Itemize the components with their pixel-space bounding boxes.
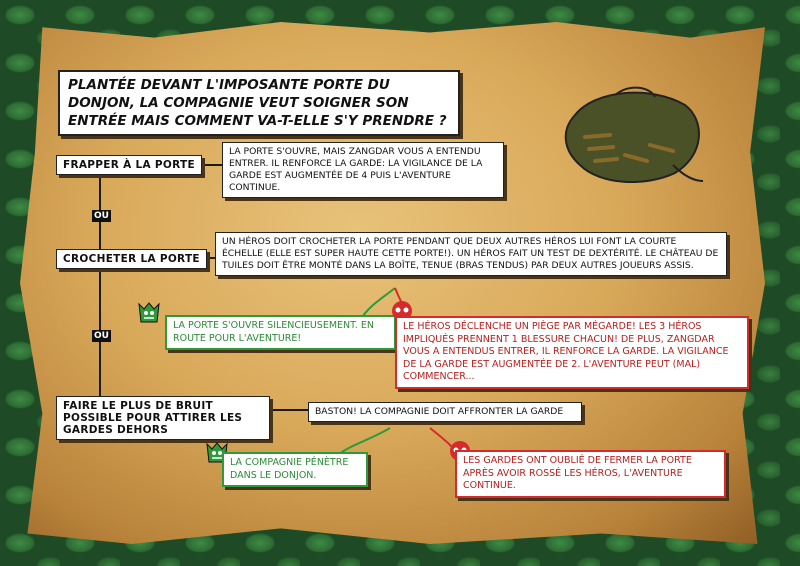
outcome-noise-fail: LES GARDES ONT OUBLIÉ DE FERMER LA PORTE APRÈS AVOIR ROSSÉ LES HÉROS, L'AVENTURE CONTINUE. [455, 450, 726, 498]
choice-make-noise: FAIRE LE PLUS DE BRUIT POSSIBLE POUR ATTIRER LES GARDES DEHORS [56, 396, 270, 440]
leather-bag-icon [555, 85, 710, 190]
goblin-face-icon [137, 300, 161, 326]
outcome-pick-success: LA PORTE S'OUVRE SILENCIEUSEMENT. EN ROUTE POUR L'AVENTURE! [165, 315, 396, 350]
outcome-knock: LA PORTE S'OUVRE, MAIS ZANGDAR VOUS A ENTENDU ENTRER. IL RENFORCE LA GARDE: LA VIGILANCE DE LA GARDE EST AUGMENTÉE DE 4 PUIS L'AVENTURE CONTINUE. [222, 142, 504, 198]
outcome-make-noise: BASTON! LA COMPAGNIE DOIT AFFRONTER LA GARDE [308, 402, 582, 422]
intro-question: PLANTÉE DEVANT L'IMPOSANTE PORTE DU DONJON, LA COMPAGNIE VEUT SOIGNER SON ENTRÉE MAIS COMMENT VA-T-ELLE S'Y PRENDRE ? [58, 70, 460, 136]
or-label: OU [94, 211, 109, 221]
outcome-pick-fail: LE HÉROS DÉCLENCHE UN PIÈGE PAR MÉGARDE! LES 3 HÉROS IMPLIQUÉS PRENNENT 1 BLESSURE CHACUN! DE PLUS, ZANGDAR VOUS A ENTENDUS ENTRER, IL RENFORCE LA GARDE. LA VIGILANCE DE LA GARDE EST AUGMENTÉE DE 2. L'AVENTURE PEUT (MAL) COMMENCER... [395, 316, 749, 389]
outcome-pick-lock: UN HÉROS DOIT CROCHETER LA PORTE PENDANT QUE DEUX AUTRES HÉROS LUI FONT LA COURTE ÉCHELLE (ELLE EST SUPER HAUTE CETTE PORTE!). UN HÉROS FAIT UN TEST DE DEXTÉRITÉ. LE CHÂTEAU DE TUILES DOIT ÊTRE MONTÉ DANS LA BOÎTE, TENUE (BRAS TENDUS) PAR DEUX AUTRES JOUEURS ASSIS. [215, 232, 727, 276]
choice-knock: FRAPPER À LA PORTE [56, 155, 202, 175]
outcome-noise-success: LA COMPAGNIE PÉNÈTRE DANS LE DONJON. [222, 452, 368, 487]
or-label: OU [94, 331, 109, 341]
choice-pick-lock: CROCHETER LA PORTE [56, 249, 207, 269]
